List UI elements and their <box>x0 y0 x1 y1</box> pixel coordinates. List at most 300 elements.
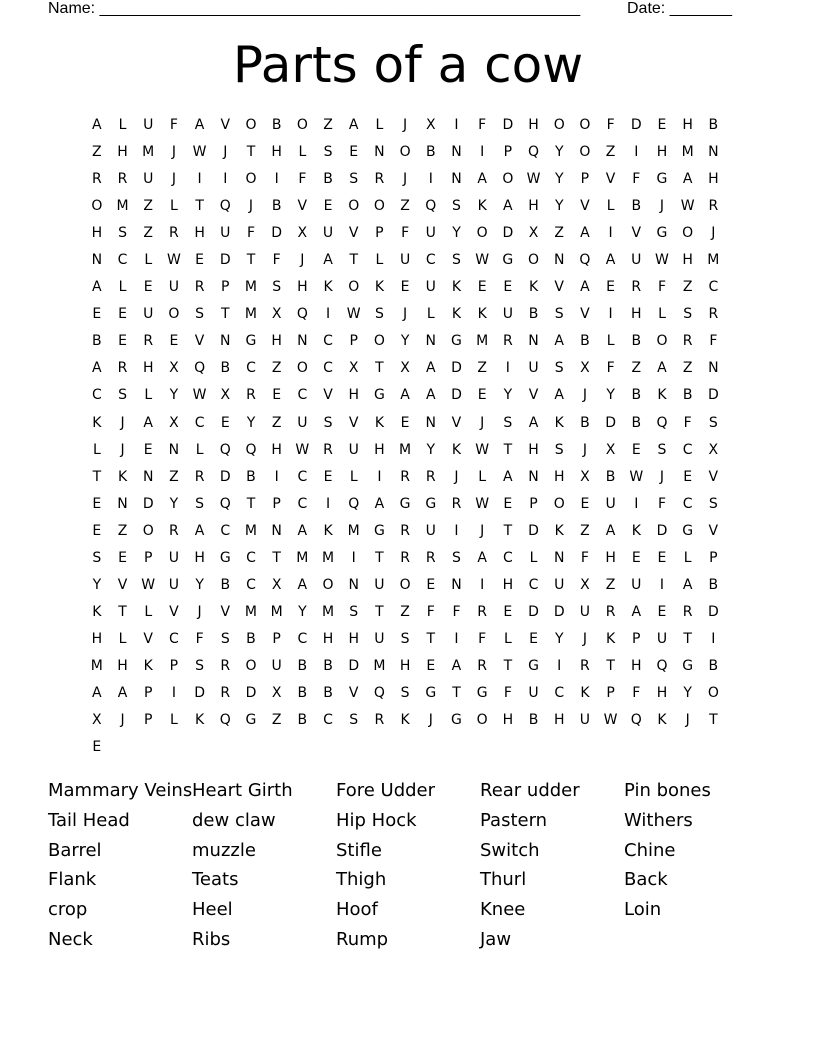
grid-letter[interactable]: O <box>399 576 411 593</box>
grid-letter[interactable]: X <box>528 225 539 242</box>
grid-letter[interactable]: Y <box>426 441 436 458</box>
grid-letter[interactable]: S <box>452 549 461 566</box>
grid-letter[interactable]: G <box>219 549 231 566</box>
grid-letter[interactable]: H <box>682 117 693 133</box>
grid-letter[interactable]: D <box>194 684 205 701</box>
grid-letter[interactable]: T <box>503 522 513 539</box>
grid-letter[interactable]: P <box>375 225 384 242</box>
grid-letter[interactable]: L <box>92 441 101 458</box>
grid-letter[interactable]: E <box>657 117 667 133</box>
grid-letter[interactable]: I <box>454 522 459 539</box>
grid-letter[interactable]: A <box>477 549 487 566</box>
grid-letter[interactable]: I <box>659 576 665 593</box>
grid-letter[interactable]: H <box>194 225 205 242</box>
grid-letter[interactable]: T <box>272 549 281 566</box>
grid-letter[interactable]: Z <box>580 522 590 539</box>
grid-letter[interactable]: E <box>503 603 513 620</box>
grid-letter[interactable]: X <box>220 387 231 404</box>
grid-letter[interactable]: Z <box>400 603 410 620</box>
grid-letter[interactable]: S <box>323 144 333 161</box>
letter-grid[interactable] <box>84 112 726 761</box>
grid-letter[interactable]: K <box>117 468 128 485</box>
grid-letter[interactable]: J <box>197 603 202 620</box>
grid-letter[interactable]: G <box>425 684 437 701</box>
grid-letter[interactable]: T <box>246 495 256 512</box>
grid-letter[interactable]: M <box>244 279 258 296</box>
grid-letter[interactable]: R <box>169 225 179 242</box>
grid-letter[interactable]: Y <box>554 630 564 647</box>
grid-letter[interactable]: L <box>118 630 127 647</box>
grid-letter[interactable]: T <box>503 441 513 458</box>
date-field[interactable]: Date: _______ <box>627 0 732 17</box>
grid-letter[interactable]: M <box>321 549 335 566</box>
grid-letter[interactable]: A <box>682 171 693 188</box>
grid-letter[interactable]: A <box>451 657 462 674</box>
grid-letter[interactable]: O <box>682 225 694 242</box>
grid-letter[interactable]: O <box>553 117 565 133</box>
grid-letter[interactable]: B <box>220 360 231 377</box>
grid-letter[interactable]: J <box>403 306 408 323</box>
grid-letter[interactable]: H <box>631 657 642 674</box>
grid-letter[interactable]: L <box>658 306 666 323</box>
grid-letter[interactable]: L <box>478 468 487 485</box>
grid-letter[interactable]: D <box>219 468 231 485</box>
grid-letter[interactable]: S <box>220 630 230 647</box>
grid-letter[interactable]: O <box>579 117 591 133</box>
grid-letter[interactable]: H <box>297 279 308 296</box>
grid-letter[interactable]: D <box>348 657 360 674</box>
grid-letter[interactable]: T <box>375 603 384 620</box>
grid-letter[interactable]: A <box>92 684 102 701</box>
grid-letter[interactable]: O <box>91 198 103 215</box>
grid-letter[interactable]: N <box>451 576 462 593</box>
grid-letter[interactable]: A <box>554 387 564 404</box>
grid-letter[interactable]: J <box>171 171 176 188</box>
grid-letter[interactable]: Y <box>683 684 692 701</box>
grid-letter[interactable]: A <box>297 576 308 593</box>
grid-letter[interactable]: K <box>92 414 102 431</box>
grid-letter[interactable]: E <box>657 603 667 620</box>
grid-letter[interactable]: W <box>475 252 490 269</box>
grid-letter[interactable]: B <box>580 414 590 431</box>
grid-letter[interactable]: E <box>426 576 436 593</box>
grid-letter[interactable]: A <box>117 684 128 701</box>
grid-letter[interactable]: I <box>634 144 639 161</box>
grid-letter[interactable]: W <box>526 171 541 188</box>
grid-letter[interactable]: O <box>348 198 360 215</box>
grid-letter[interactable]: P <box>221 279 230 296</box>
grid-letter[interactable]: M <box>373 657 386 674</box>
grid-letter[interactable]: R <box>605 603 616 620</box>
grid-letter[interactable]: B <box>425 144 436 161</box>
grid-letter[interactable]: K <box>477 198 487 215</box>
grid-letter[interactable]: R <box>502 333 513 350</box>
grid-letter[interactable]: E <box>169 333 179 350</box>
grid-letter[interactable]: O <box>579 144 591 161</box>
grid-letter[interactable]: R <box>323 441 333 458</box>
grid-letter[interactable]: W <box>629 468 644 485</box>
grid-letter[interactable]: M <box>270 603 283 620</box>
grid-letter[interactable]: W <box>192 144 207 161</box>
grid-letter[interactable]: Z <box>271 712 282 729</box>
grid-letter[interactable]: M <box>681 144 694 161</box>
grid-letter[interactable]: C <box>682 441 693 458</box>
grid-letter[interactable]: D <box>630 117 642 133</box>
grid-letter[interactable]: H <box>528 117 539 133</box>
grid-letter[interactable]: U <box>271 657 282 674</box>
grid-letter[interactable]: M <box>142 144 155 161</box>
grid-letter[interactable]: H <box>348 630 359 647</box>
grid-letter[interactable]: X <box>297 225 308 242</box>
grid-letter[interactable]: B <box>220 576 231 593</box>
grid-letter[interactable]: S <box>683 306 693 323</box>
grid-letter[interactable]: C <box>194 414 205 431</box>
grid-letter[interactable]: H <box>682 252 693 269</box>
grid-letter[interactable]: S <box>349 171 359 188</box>
grid-letter[interactable]: M <box>476 333 489 350</box>
grid-letter[interactable]: C <box>425 252 436 269</box>
grid-letter[interactable]: S <box>554 360 564 377</box>
grid-letter[interactable]: I <box>325 306 331 323</box>
grid-letter[interactable]: Z <box>117 522 128 539</box>
grid-letter[interactable]: R <box>246 387 256 404</box>
grid-letter[interactable]: Y <box>554 171 564 188</box>
grid-letter[interactable]: Z <box>400 198 410 215</box>
grid-letter[interactable]: B <box>605 468 616 485</box>
grid-letter[interactable]: N <box>142 468 154 485</box>
grid-letter[interactable]: R <box>400 468 410 485</box>
grid-letter[interactable]: Y <box>554 198 564 215</box>
grid-letter[interactable]: M <box>244 603 258 620</box>
grid-letter[interactable]: R <box>425 549 436 566</box>
grid-letter[interactable]: S <box>195 495 205 512</box>
grid-letter[interactable]: Y <box>554 144 564 161</box>
grid-letter[interactable]: X <box>580 576 590 593</box>
grid-letter[interactable]: X <box>580 360 590 377</box>
grid-letter[interactable]: U <box>143 306 154 323</box>
grid-letter[interactable]: U <box>631 252 642 269</box>
grid-letter[interactable]: D <box>605 414 616 431</box>
grid-letter[interactable]: Q <box>219 441 231 458</box>
grid-letter[interactable]: B <box>682 387 693 404</box>
grid-letter[interactable]: J <box>223 144 228 161</box>
grid-letter[interactable]: F <box>632 684 641 701</box>
grid-letter[interactable]: Q <box>194 360 206 377</box>
grid-letter[interactable]: H <box>117 657 128 674</box>
grid-letter[interactable]: J <box>120 414 125 431</box>
grid-letter[interactable]: E <box>92 522 102 539</box>
grid-letter[interactable]: M <box>296 549 309 566</box>
grid-letter[interactable]: M <box>347 522 360 539</box>
grid-letter[interactable]: F <box>426 603 435 620</box>
grid-letter[interactable]: U <box>554 576 565 593</box>
grid-letter[interactable]: R <box>682 333 693 350</box>
grid-letter[interactable]: Q <box>656 657 668 674</box>
grid-letter[interactable]: O <box>553 495 565 512</box>
grid-letter[interactable]: A <box>605 522 616 539</box>
grid-letter[interactable]: S <box>708 495 718 512</box>
grid-letter[interactable]: T <box>452 684 461 701</box>
grid-letter[interactable]: E <box>503 495 513 512</box>
grid-letter[interactable]: D <box>656 522 668 539</box>
grid-letter[interactable]: C <box>297 387 308 404</box>
grid-letter[interactable]: D <box>271 225 283 242</box>
grid-letter[interactable]: V <box>220 117 231 133</box>
grid-letter[interactable]: I <box>505 360 510 377</box>
grid-letter[interactable]: Z <box>631 360 642 377</box>
grid-letter[interactable]: B <box>631 333 642 350</box>
grid-letter[interactable]: X <box>580 468 590 485</box>
grid-letter[interactable]: F <box>246 225 255 242</box>
grid-letter[interactable]: I <box>454 117 459 133</box>
grid-letter[interactable]: B <box>528 712 539 729</box>
grid-letter[interactable]: O <box>476 225 488 242</box>
grid-letter[interactable]: K <box>195 712 205 729</box>
grid-letter[interactable]: U <box>168 549 180 566</box>
grid-letter[interactable]: Y <box>92 576 102 593</box>
grid-letter[interactable]: H <box>117 144 128 161</box>
grid-letter[interactable]: S <box>503 414 513 431</box>
grid-letter[interactable]: Q <box>245 441 257 458</box>
grid-letter[interactable]: A <box>92 360 102 377</box>
grid-letter[interactable]: H <box>553 468 565 485</box>
grid-letter[interactable]: Q <box>219 198 231 215</box>
grid-letter[interactable]: J <box>582 387 587 404</box>
grid-letter[interactable]: S <box>374 306 384 323</box>
grid-letter[interactable]: C <box>169 630 179 647</box>
grid-letter[interactable]: B <box>246 630 256 647</box>
grid-letter[interactable]: L <box>375 252 384 269</box>
grid-letter[interactable]: T <box>92 468 102 485</box>
grid-letter[interactable]: Q <box>296 306 308 323</box>
grid-letter[interactable]: B <box>528 306 539 323</box>
grid-letter[interactable]: X <box>271 306 282 323</box>
grid-letter[interactable]: J <box>685 712 690 729</box>
grid-letter[interactable]: X <box>400 360 410 377</box>
grid-letter[interactable]: B <box>297 657 308 674</box>
grid-letter[interactable]: F <box>401 225 410 242</box>
grid-letter[interactable]: A <box>374 495 385 512</box>
grid-letter[interactable]: S <box>323 414 333 431</box>
grid-letter[interactable]: E <box>580 495 590 512</box>
grid-letter[interactable]: R <box>194 468 205 485</box>
grid-letter[interactable]: C <box>323 360 333 377</box>
grid-letter[interactable]: J <box>454 468 459 485</box>
grid-letter[interactable]: P <box>143 684 153 701</box>
grid-letter[interactable]: I <box>351 549 356 566</box>
grid-letter[interactable]: U <box>143 171 154 188</box>
grid-letter[interactable]: P <box>143 712 153 729</box>
grid-letter[interactable]: Z <box>169 468 179 485</box>
grid-letter[interactable]: E <box>606 279 616 296</box>
grid-letter[interactable]: B <box>297 712 308 729</box>
grid-letter[interactable]: H <box>348 387 359 404</box>
grid-letter[interactable]: H <box>374 441 385 458</box>
grid-letter[interactable]: V <box>348 414 359 431</box>
grid-letter[interactable]: U <box>297 414 308 431</box>
grid-letter[interactable]: F <box>606 117 615 133</box>
grid-letter[interactable]: A <box>92 117 102 133</box>
grid-letter[interactable]: K <box>606 630 616 647</box>
grid-letter[interactable]: E <box>272 387 282 404</box>
grid-letter[interactable]: J <box>480 414 485 431</box>
grid-letter[interactable]: H <box>142 360 154 377</box>
grid-letter[interactable]: F <box>683 414 692 431</box>
grid-letter[interactable]: S <box>118 387 127 404</box>
grid-letter[interactable]: O <box>528 252 540 269</box>
grid-letter[interactable]: J <box>120 712 125 729</box>
grid-letter[interactable]: Y <box>169 387 179 404</box>
grid-letter[interactable]: C <box>708 279 719 296</box>
grid-letter[interactable]: Z <box>682 360 693 377</box>
grid-letter[interactable]: J <box>659 468 665 485</box>
grid-letter[interactable]: K <box>374 279 384 296</box>
grid-letter[interactable]: F <box>632 171 641 188</box>
grid-letter[interactable]: J <box>582 441 587 458</box>
grid-letter[interactable]: T <box>246 144 256 161</box>
grid-letter[interactable]: R <box>400 522 410 539</box>
grid-letter[interactable]: I <box>454 630 459 647</box>
grid-letter[interactable]: V <box>348 684 359 701</box>
grid-letter[interactable]: K <box>657 387 667 404</box>
grid-letter[interactable]: Q <box>579 252 591 269</box>
grid-letter[interactable]: N <box>271 522 282 539</box>
grid-letter[interactable]: V <box>631 225 642 242</box>
grid-letter[interactable]: A <box>580 279 590 296</box>
grid-letter[interactable]: O <box>373 333 385 350</box>
grid-letter[interactable]: W <box>192 387 207 404</box>
grid-letter[interactable]: A <box>580 225 590 242</box>
grid-letter[interactable]: H <box>605 549 616 566</box>
grid-letter[interactable]: Z <box>477 360 487 377</box>
grid-letter[interactable]: R <box>374 712 385 729</box>
grid-letter[interactable]: J <box>582 630 587 647</box>
grid-letter[interactable]: R <box>477 657 488 674</box>
grid-letter[interactable]: K <box>451 279 462 296</box>
grid-letter[interactable]: K <box>528 279 539 296</box>
grid-letter[interactable]: Z <box>323 117 333 133</box>
grid-letter[interactable]: O <box>245 657 257 674</box>
grid-letter[interactable]: E <box>92 739 102 756</box>
grid-letter[interactable]: J <box>428 712 433 729</box>
grid-letter[interactable]: R <box>91 171 102 188</box>
grid-letter[interactable]: V <box>220 603 231 620</box>
grid-letter[interactable]: P <box>349 333 358 350</box>
grid-letter[interactable]: T <box>375 360 384 377</box>
grid-letter[interactable]: X <box>348 360 359 377</box>
grid-letter[interactable]: R <box>708 198 719 215</box>
grid-letter[interactable]: E <box>220 414 230 431</box>
grid-letter[interactable]: A <box>194 117 205 133</box>
grid-letter[interactable]: I <box>274 171 279 188</box>
grid-letter[interactable]: H <box>553 712 565 729</box>
grid-letter[interactable]: C <box>220 522 231 539</box>
grid-letter[interactable]: L <box>144 387 153 404</box>
grid-letter[interactable]: M <box>321 603 335 620</box>
grid-letter[interactable]: V <box>708 468 719 485</box>
grid-letter[interactable]: C <box>323 333 333 350</box>
grid-letter[interactable]: V <box>297 198 308 215</box>
grid-letter[interactable]: X <box>425 117 436 133</box>
grid-letter[interactable]: Q <box>219 495 231 512</box>
grid-letter[interactable]: L <box>606 198 615 215</box>
grid-letter[interactable]: C <box>246 549 256 566</box>
grid-letter[interactable]: E <box>683 468 693 485</box>
grid-letter[interactable]: A <box>631 603 642 620</box>
grid-letter[interactable]: N <box>168 441 180 458</box>
grid-letter[interactable]: C <box>91 387 102 404</box>
grid-letter[interactable]: N <box>553 549 565 566</box>
grid-letter[interactable]: K <box>554 522 564 539</box>
grid-letter[interactable]: S <box>272 279 282 296</box>
grid-letter[interactable]: C <box>502 549 513 566</box>
grid-letter[interactable]: Q <box>373 684 385 701</box>
grid-letter[interactable]: E <box>400 279 410 296</box>
grid-letter[interactable]: U <box>348 441 359 458</box>
grid-letter[interactable]: P <box>169 657 179 674</box>
grid-letter[interactable]: C <box>246 360 256 377</box>
grid-letter[interactable]: K <box>580 684 590 701</box>
grid-letter[interactable]: Z <box>605 144 616 161</box>
grid-letter[interactable]: G <box>656 225 668 242</box>
grid-letter[interactable]: R <box>169 522 179 539</box>
grid-letter[interactable]: Z <box>605 576 616 593</box>
grid-letter[interactable]: H <box>271 441 282 458</box>
grid-letter[interactable]: A <box>503 468 513 485</box>
grid-letter[interactable]: K <box>451 441 462 458</box>
grid-letter[interactable]: R <box>631 279 642 296</box>
grid-letter[interactable]: G <box>245 712 257 729</box>
grid-letter[interactable]: E <box>657 549 667 566</box>
grid-letter[interactable]: Z <box>143 198 154 215</box>
grid-letter[interactable]: X <box>271 576 282 593</box>
grid-letter[interactable]: U <box>502 306 513 323</box>
grid-letter[interactable]: L <box>426 306 435 323</box>
grid-letter[interactable]: S <box>349 603 359 620</box>
grid-letter[interactable]: U <box>528 360 539 377</box>
grid-letter[interactable]: K <box>143 657 153 674</box>
grid-letter[interactable]: Z <box>271 414 282 431</box>
grid-letter[interactable]: S <box>452 252 461 269</box>
grid-letter[interactable]: E <box>118 333 127 350</box>
grid-letter[interactable]: Q <box>630 712 642 729</box>
grid-letter[interactable]: H <box>528 441 539 458</box>
grid-letter[interactable]: N <box>297 333 308 350</box>
grid-letter[interactable]: N <box>708 144 719 161</box>
grid-letter[interactable]: I <box>608 225 613 242</box>
grid-letter[interactable]: M <box>399 441 412 458</box>
grid-letter[interactable]: L <box>144 603 153 620</box>
grid-letter[interactable]: W <box>603 712 618 729</box>
grid-letter[interactable]: P <box>272 630 281 647</box>
grid-letter[interactable]: I <box>325 495 331 512</box>
grid-letter[interactable]: U <box>425 225 436 242</box>
grid-letter[interactable]: O <box>373 198 385 215</box>
grid-letter[interactable]: V <box>580 198 590 215</box>
grid-letter[interactable]: N <box>528 468 539 485</box>
grid-letter[interactable]: I <box>171 684 176 701</box>
grid-letter[interactable]: F <box>195 630 204 647</box>
grid-letter[interactable]: P <box>709 549 718 566</box>
grid-letter[interactable]: H <box>322 630 334 647</box>
grid-letter[interactable]: S <box>195 306 205 323</box>
grid-letter[interactable]: W <box>475 495 490 512</box>
grid-letter[interactable]: G <box>528 657 539 674</box>
grid-letter[interactable]: O <box>502 171 514 188</box>
grid-letter[interactable]: H <box>194 549 205 566</box>
grid-letter[interactable]: Y <box>400 333 410 350</box>
grid-letter[interactable]: S <box>195 657 205 674</box>
